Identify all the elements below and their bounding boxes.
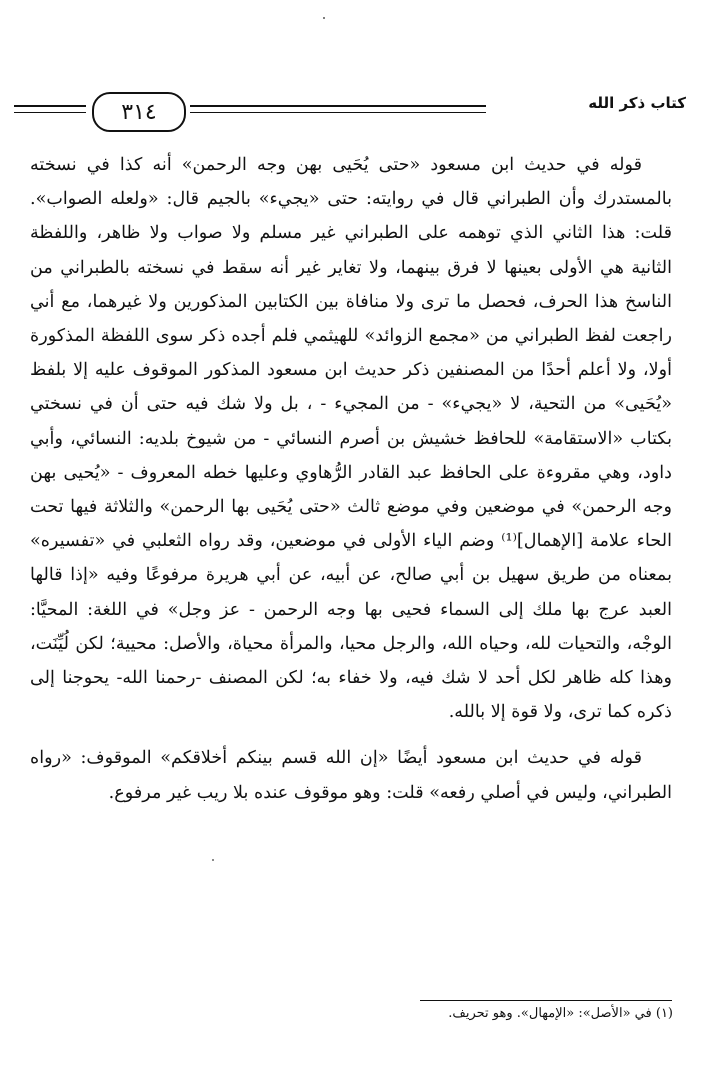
header-rule-right-top (190, 105, 486, 107)
scan-speck (323, 17, 325, 19)
page-number: ٣١٤ (121, 99, 157, 125)
book-title: كتاب ذكر الله (588, 94, 686, 112)
paragraph-2: قوله في حديث ابن مسعود أيضًا «إن الله قسم بينكم أخلاقكم» الموقوف: «رواه الطبراني، وليس في أصلي رفعه» قلت: وهو موقوف عنده بلا ريب غير مرفوع. (30, 748, 672, 803)
page-header (14, 92, 686, 132)
footnote-separator (420, 1000, 672, 1001)
footnote: (١) في «الأصل»: «الإمهال». وهو تحريف. (448, 1006, 673, 1021)
scan-speck-2 (212, 859, 214, 861)
page-body (30, 148, 672, 810)
header-rule-left-bottom (14, 112, 86, 113)
header-rule-right-bottom (190, 112, 486, 113)
page-number-box (92, 92, 186, 132)
paragraph-1: قوله في حديث ابن مسعود «حتى يُحَيى بهن وجه الرحمن» أنه كذا في نسخته بالمستدرك وأن الطبراني قال في روايته: حتى «يجيء» بالجيم قال: «ولعله الصواب». قلت: هذا الثاني الذي توهمه على الطبراني غير مسلم ولا صواب ولا ظاهر، واللفظة الثانية هي الأولى بعينها لا فرق بينهما، ولا تغاير غير أنه سقط في نسخته بالطبراني من الناسخ هذا الحرف، فحصل ما ترى ولا منافاة بين الكتابين المذكورين ولا غيرهما، مع أني راجعت لفظ الطبراني من «مجمع الزوائد» للهيثمي فلم أجده ذكر سوى اللفظة المذكورة أولا، ولا أعلم أحدًا من المصنفين ذكر حديث ابن مسعود المذكور الموقوف عليه إلا بلفظ «يُحَيى» من التحية، لا «يجيء» - من المجيء - ، بل ولا شك فيه حتى أن في نسختي بكتاب «الاستقامة» للحافظ خشيش بن أصرم النسائي - من شيوخ بلديه: النسائي، وأبي داود، وهي مقروءة على الحافظ عبد القادر الرُّهاوي وعليها خطه المعروف - «يُحيى بهن وجه الرحمن» في موضعين وفي موضع ثالث «حتى يُحَيى بها الرحمن» والثلاثة فيها تحت الحاء علامة [الإهمال]⁽¹⁾ وضم الياء الأولى في موضعين، وقد رواه الثعلبي في «تفسيره» بمعناه من طريق سهيل بن أبي صالح، عن أبيه، عن أبي هريرة مرفوعًا وفيه «إذا قالها العبد عرج بها ملك إلى السماء فحيى بها وجه الرحمن - عز وجل» في اللغة: المحيَّا: الوجْه، والتحيات لله، وحياه الله، والرجل محيا، والمرأة محياة، والأصل: محيية؛ لكن لُيِّنَت، وهذا كله ظاهر لكل أحد لا شك فيه، ولا خفاء به؛ لكن المصنف -رحمنا الله- يحوجنا إلى ذكره كما ترى، ولا قوة إلا بالله. (30, 155, 672, 723)
header-rule-left-top (14, 105, 86, 107)
